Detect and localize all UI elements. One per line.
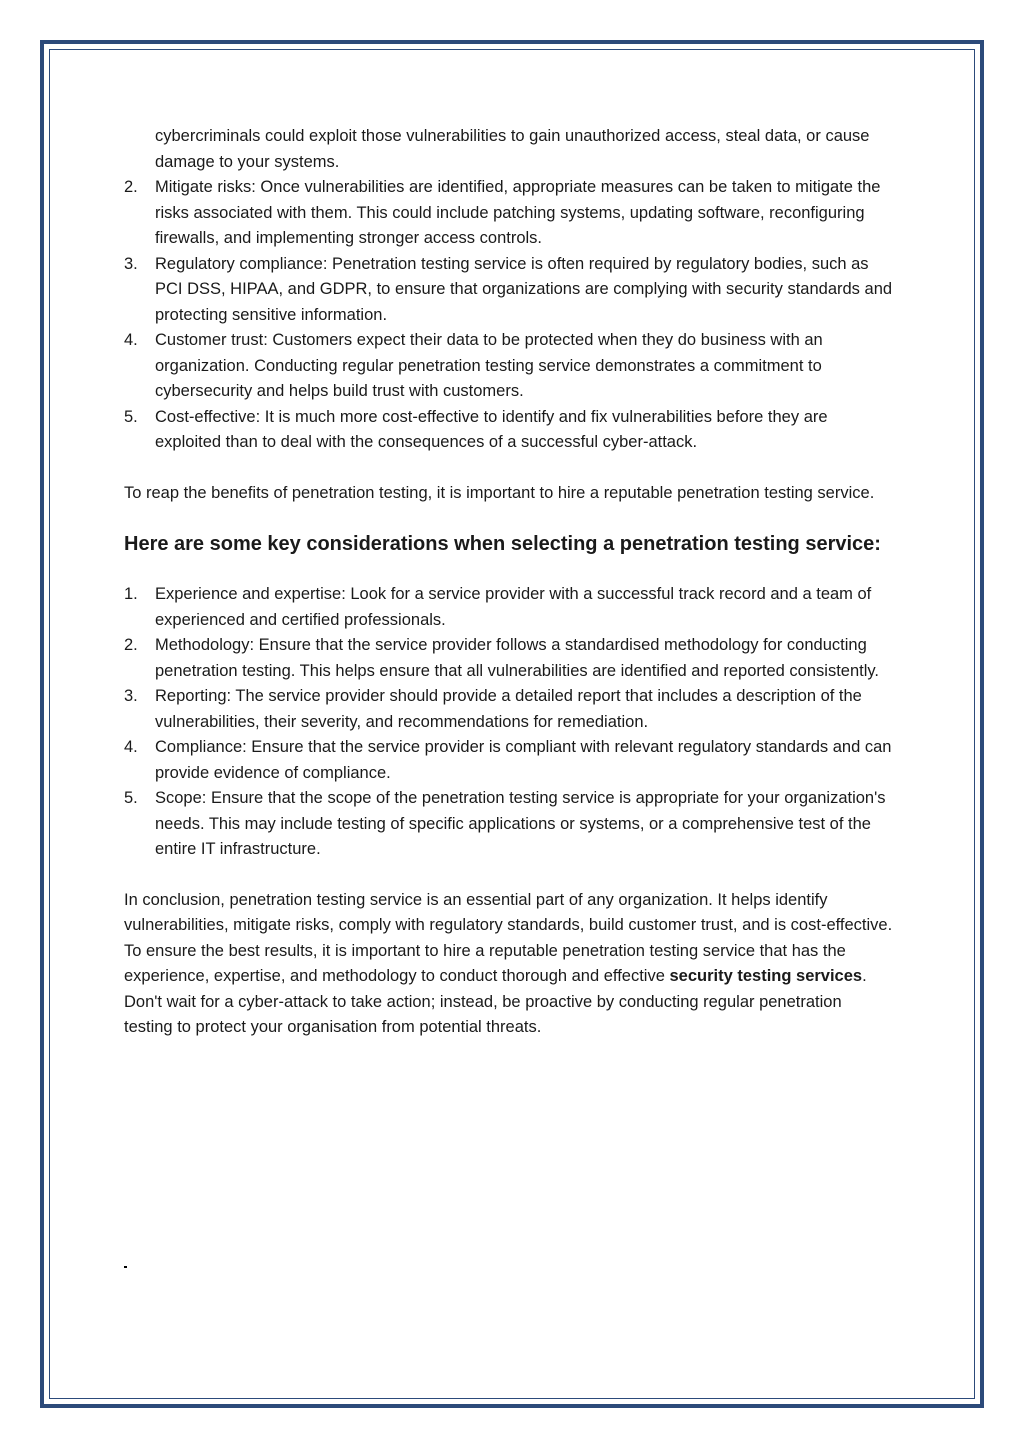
reap-benefits-paragraph: To reap the benefits of penetration testing, it is important to hire a reputable penetration testing service. xyxy=(124,483,875,502)
benefit-item-text: Regulatory compliance: Penetration testing service is often required by regulatory bodies, such as PCI DSS, HIPAA, and GDPR, to ensure that organizations are complying with security standards and protecting sensitive information. xyxy=(155,254,893,324)
conclusion-text-start: In conclusion, penetration testing service is an essential part of any organization. It helps identify vulnerabilities, mitigate risks, comply with regulatory standards, build customer trust, and is cost-effective. To ensure the best results, it is important to hire a reputable penetration testing service that has the experience, expertise, and methodology to conduct thorough and effective xyxy=(124,890,893,985)
stray-mark xyxy=(124,1266,127,1268)
consideration-item-4 xyxy=(124,735,894,786)
consideration-item-text: Experience and expertise: Look for a service provider with a successful track record and a team of experienced and certified professionals. xyxy=(155,585,872,629)
consideration-item-5 xyxy=(124,786,894,863)
list-number: 1. xyxy=(124,585,138,603)
list-number: 5. xyxy=(124,789,138,807)
document-body xyxy=(124,124,894,1041)
consideration-item-text: Methodology: Ensure that the service provider follows a standardised methodology for conducting penetration testing. This helps ensure that all vulnerabilities are identified and reported consistently. xyxy=(155,636,879,680)
benefit-item-text: Customer trust: Customers expect their data to be protected when they do business with an organization. Conducting regular penetration testing service demonstrates a commitment to cybersecurity and helps build trust with customers. xyxy=(155,331,823,400)
list-number: 4. xyxy=(124,331,138,349)
benefit-item-text: Cost-effective: It is much more cost-effective to identify and fix vulnerabilities before they are exploited than to deal with the consequences of a successful cyber-attack. xyxy=(155,407,828,451)
consideration-item-2 xyxy=(124,633,894,684)
list-number: 5. xyxy=(124,407,138,426)
security-testing-services-link[interactable]: security testing services xyxy=(669,967,863,985)
consideration-item-text: Compliance: Ensure that the service provider is compliant with relevant regulatory standards and can provide evidence of compliance. xyxy=(155,738,892,782)
benefit-item-4 xyxy=(124,328,894,405)
list-number: 3. xyxy=(124,687,138,705)
benefit-item-text: cybercriminals could exploit those vulnerabilities to gain unauthorized access, steal data, or cause damage to your systems. xyxy=(155,127,870,171)
list-number: 3. xyxy=(124,254,138,273)
consideration-item-3 xyxy=(124,684,894,735)
list-number: 2. xyxy=(124,178,138,196)
consideration-item-text: Reporting: The service provider should provide a detailed report that includes a description of the vulnerabilities, their severity, and recommendations for remediation. xyxy=(155,687,862,731)
conclusion-paragraph xyxy=(124,888,894,1041)
benefit-item-2 xyxy=(124,175,894,252)
benefit-item-1-continuation xyxy=(124,124,894,175)
section-heading: Here are some key considerations when selecting a penetration testing service: xyxy=(124,533,881,555)
benefit-item-text: Mitigate risks: Once vulnerabilities are identified, appropriate measures can be taken to mitigate the risks associated with them. This could include patching systems, updating software, reconfiguring firewalls, and implementing stronger access controls. xyxy=(155,178,881,247)
consideration-item-1 xyxy=(124,582,894,633)
list-number: 2. xyxy=(124,636,138,654)
benefit-item-5 xyxy=(124,405,894,456)
list-number: 4. xyxy=(124,738,138,756)
consideration-item-text: Scope: Ensure that the scope of the penetration testing service is appropriate for your organization's needs. This may include testing of specific applications or systems, or a comprehensive test of the entire IT infrastructure. xyxy=(155,789,886,858)
benefit-item-3 xyxy=(124,252,894,329)
conclusion-text-end: . Don't wait for a cyber-attack to take action; instead, be proactive by conducting regular penetration testing to protect your organisation from potential threats. xyxy=(124,967,867,1036)
